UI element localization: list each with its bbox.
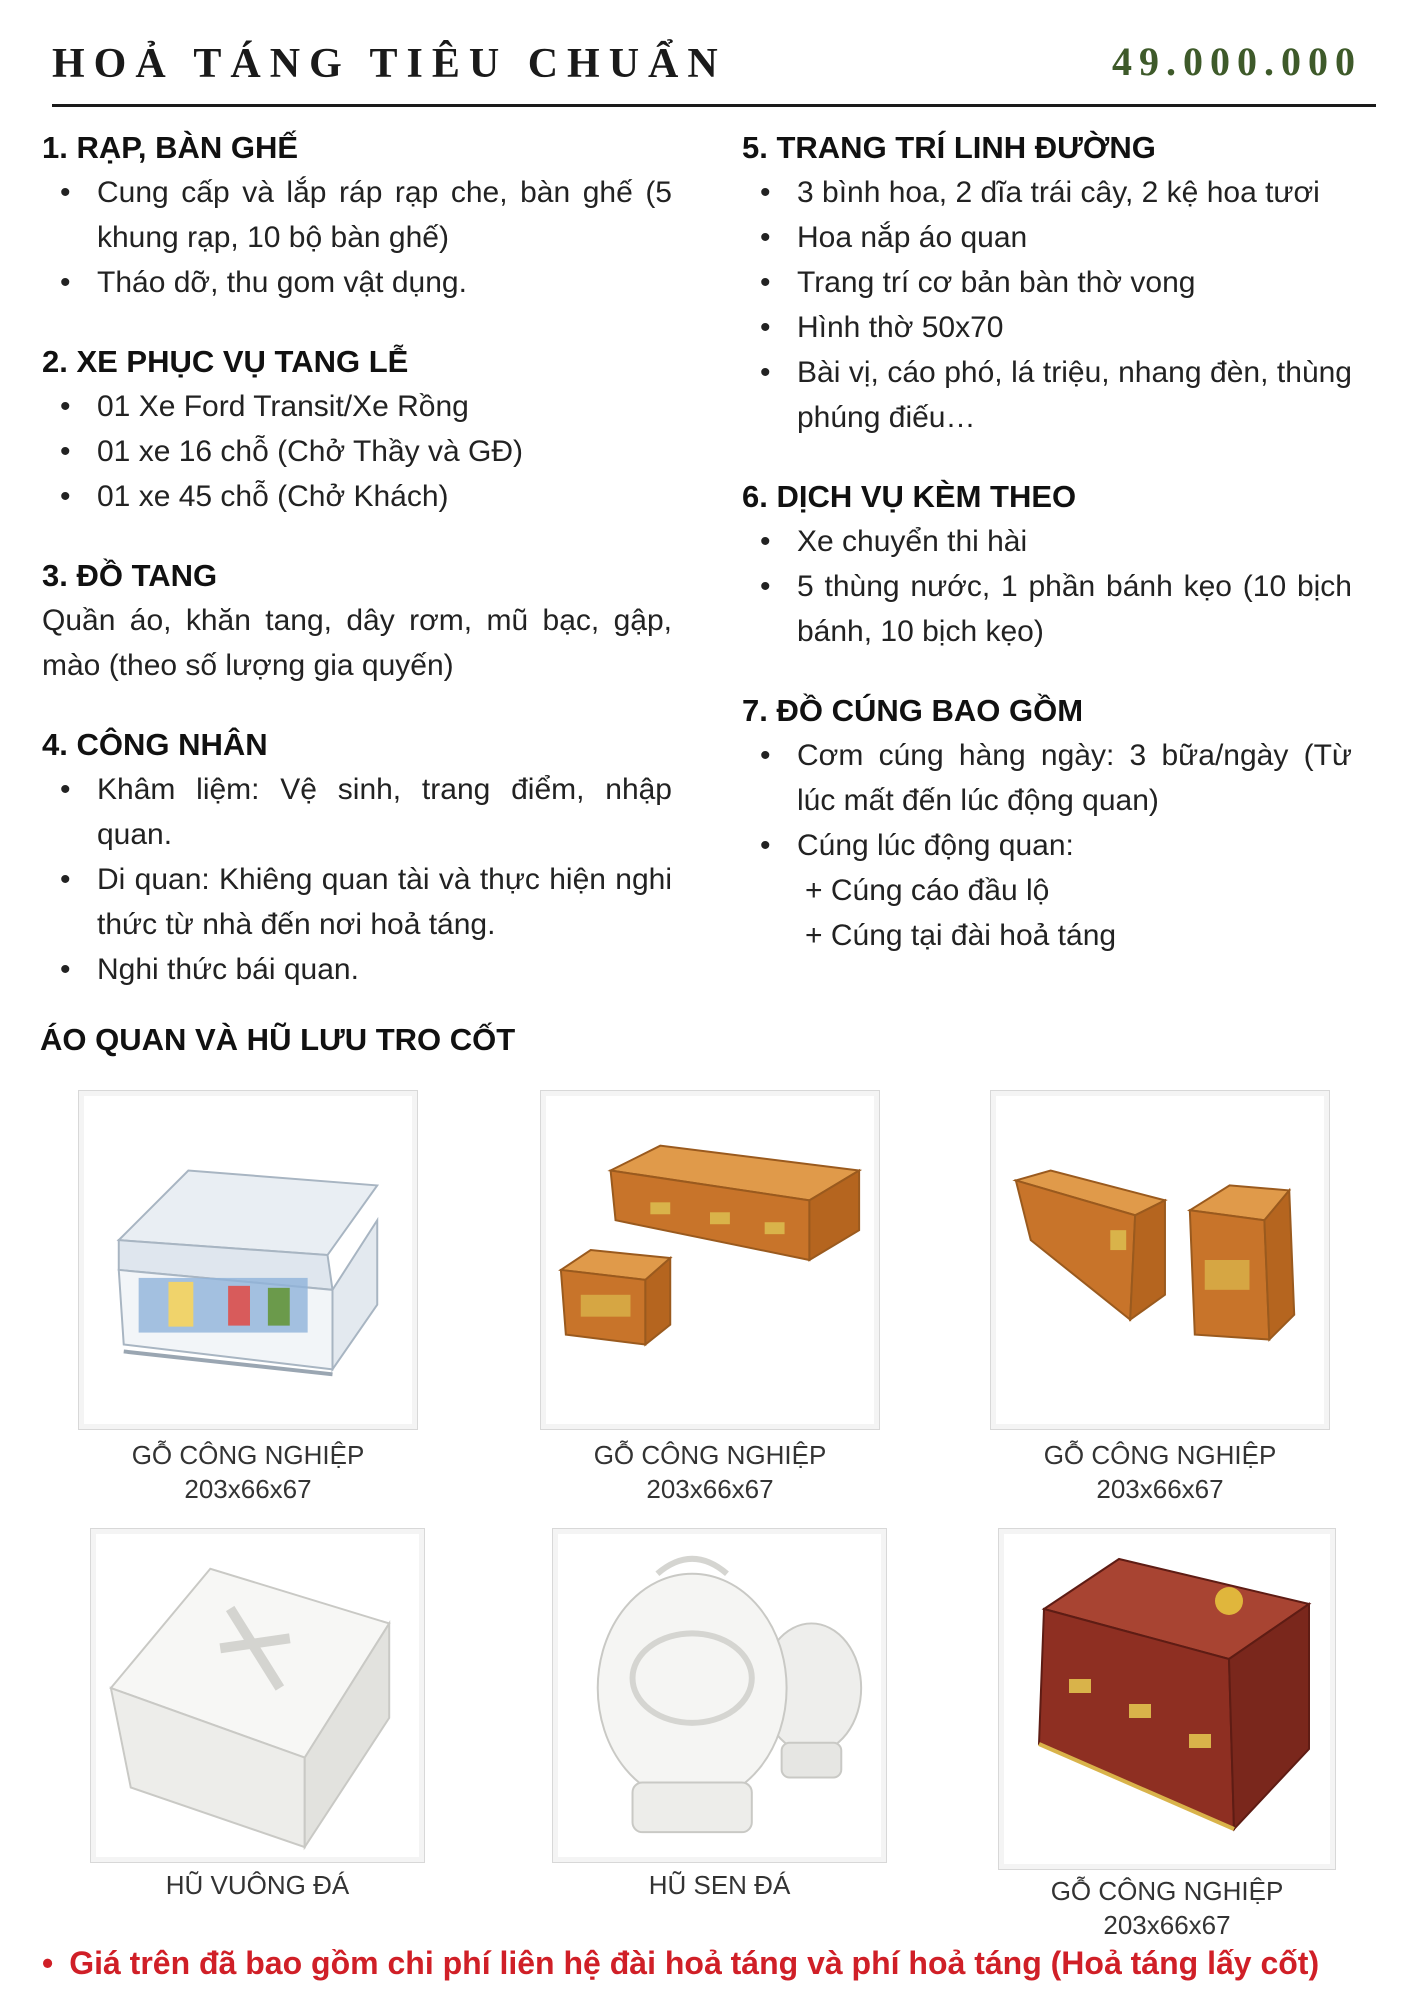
wood-coffin-pair-icon [991,1091,1329,1429]
list-item: • 01 xe 16 chỗ (Chở Thầy và GĐ) [42,429,672,474]
product-card [990,1090,1330,1504]
white-coffin-icon [79,1091,417,1429]
section-title: 1. RẠP, BÀN GHẾ [42,130,299,165]
product-image-frame [990,1090,1330,1430]
section-paragraph: Quần áo, khăn tang, dây rơm, mũ bạc, gập, mào (theo số lượng gia quyến) [42,604,672,682]
product-card [78,1090,418,1504]
list-item: • 5 thùng nước, 1 phần bánh kẹo (10 bịch bánh, 10 bịch kẹo) [742,564,1352,654]
section-workers [42,722,672,992]
list-item: • Cung cấp và lắp ráp rạp che, bàn ghế (5 khung rạp, 10 bộ bàn ghế) [42,170,672,260]
list-item: • 01 Xe Ford Transit/Xe Rồng [42,384,672,429]
list-item: • Di quan: Khiêng quan tài và thực hiện nghi thức từ nhà đến nơi hoả táng. [42,857,672,947]
list-item: • Nghi thức bái quan. [42,947,672,992]
section-title: 6. DỊCH VỤ KÈM THEO [742,479,1077,514]
wood-coffin-pair-icon [541,1091,879,1429]
product-size: 203x66x67 [646,1474,774,1504]
stone-square-urn-icon [91,1529,424,1862]
section-offerings [742,688,1352,958]
price-footnote: • Giá trên đã bao gồm chi phí liên hệ đài hoả táng và phí hoả táng (Hoả táng lấy cốt) [42,1945,1319,1982]
list-item: • Khâm liệm: Vệ sinh, trang điểm, nhập quan. [42,767,672,857]
product-image-frame [552,1528,887,1863]
product-image-frame [540,1090,880,1430]
list-item: • Bài vị, cáo phó, lá triệu, nhang đèn, thùng phúng điếu… [742,350,1352,440]
list-item: • Tháo dỡ, thu gom vật dụng. [42,260,672,305]
list-item: • Cơm cúng hàng ngày: 3 bữa/ngày (Từ lúc mất đến lúc động quan) [742,733,1352,823]
left-column [42,125,672,1026]
product-name: GỖ CÔNG NGHIỆP [1043,1440,1277,1470]
product-size: 203x66x67 [1103,1910,1231,1940]
list-item: • Hình thờ 50x70 [742,305,1352,350]
section-tent-furniture [42,125,672,305]
product-image-frame [78,1090,418,1430]
product-card [552,1528,887,1900]
list-item: • Trang trí cơ bản bàn thờ vong [742,260,1352,305]
product-card [90,1528,425,1900]
section-title: 5. TRANG TRÍ LINH ĐƯỜNG [742,130,1156,165]
product-name: GỖ CÔNG NGHIỆP [593,1440,827,1470]
product-image-frame [90,1528,425,1863]
list-item: • Xe chuyển thi hài [742,519,1352,564]
product-card [998,1528,1336,1938]
red-wood-coffin-icon [999,1529,1335,1869]
section-title: 2. XE PHỤC VỤ TANG LỄ [42,344,409,379]
product-size: 203x66x67 [1096,1474,1224,1504]
product-card [540,1090,880,1504]
stone-lotus-urn-icon [553,1529,886,1862]
sub-list-item: + Cúng cáo đầu lộ [805,874,1050,907]
section-title: 3. ĐỒ TANG [42,558,218,593]
product-size: 203x66x67 [184,1474,312,1504]
page-title: HOẢ TÁNG TIÊU CHUẨN [52,41,727,87]
product-name: HŨ VUÔNG ĐÁ [165,1870,350,1900]
product-name: HŨ SEN ĐÁ [648,1870,791,1900]
products-heading: ÁO QUAN VÀ HŨ LƯU TRO CỐT [40,1022,516,1057]
list-item: • Hoa nắp áo quan [742,215,1352,260]
section-title: 7. ĐỒ CÚNG BAO GỒM [742,693,1084,728]
list-item: • 3 bình hoa, 2 dĩa trái cây, 2 kệ hoa tươi [742,170,1352,215]
list-item: • 01 xe 45 chỗ (Chở Khách) [42,474,672,519]
product-name: GỖ CÔNG NGHIỆP [131,1440,365,1470]
section-extra-services [742,474,1352,654]
package-price: 49.000.000 [1112,39,1362,84]
section-mourning-clothes [42,553,672,688]
product-image-frame [998,1528,1336,1870]
section-title: 4. CÔNG NHÂN [42,727,268,762]
sub-list-item: + Cúng tại đài hoả táng [805,919,1117,952]
section-vehicles [42,339,672,519]
right-column [742,125,1352,992]
list-item: • Cúng lúc động quan: [742,823,1352,868]
product-name: GỖ CÔNG NGHIỆP [1050,1876,1284,1906]
header-divider [52,104,1376,107]
section-altar-decoration [742,125,1352,440]
